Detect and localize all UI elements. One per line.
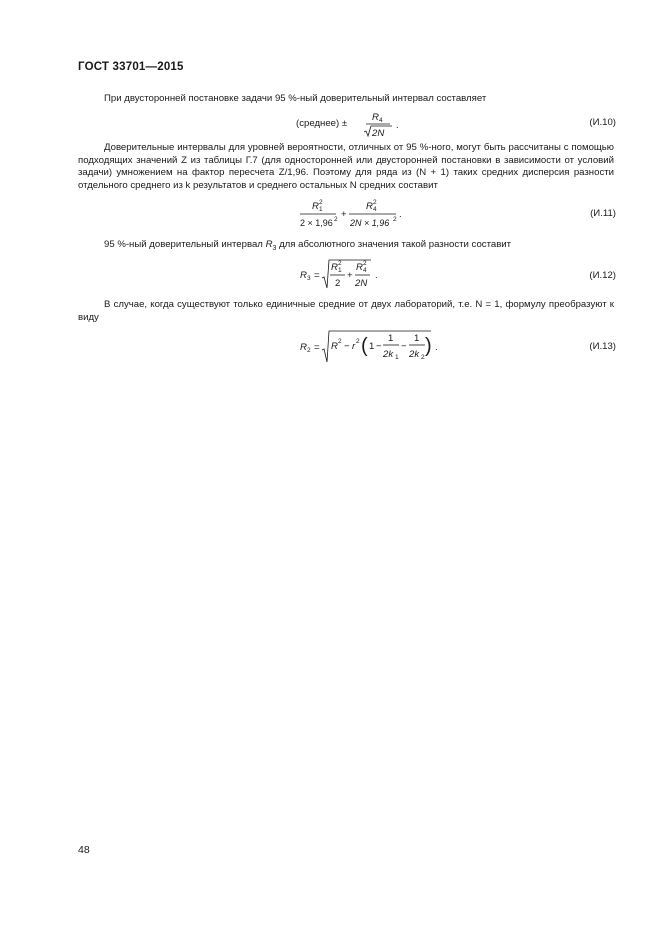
eq12-n2: R [356, 262, 363, 273]
eq12-equals: = [314, 270, 320, 281]
eq10-num: R [372, 112, 379, 123]
eq12-n2-sup: 2 [363, 260, 367, 267]
paragraph-1 [78, 93, 614, 106]
paragraph-3-after: для абсолютного значения такой разности составит [276, 239, 512, 250]
paragraph-3-before: 95 %-ный доверительный интервал [104, 239, 266, 250]
eq11-d1-sup: 2 [334, 216, 338, 223]
eq13-r-sup: 2 [356, 338, 360, 345]
eq13-equals: = [314, 342, 320, 353]
eq11-d2: 2N × 1,96 [350, 218, 390, 228]
eq11-d2-sup: 2 [393, 216, 397, 223]
document-code: ГОСТ 33701—2015 [78, 61, 184, 73]
eq13-dot: . [435, 342, 438, 353]
eq12-n2-sub: 4 [363, 267, 367, 274]
eq13-label: (И.13) [589, 341, 616, 352]
eq13-minus-3: − [401, 341, 407, 352]
eq10-den: 2N [372, 128, 385, 139]
eq11-n2-sup: 2 [373, 199, 377, 206]
eq11-plus: + [341, 209, 347, 220]
eq13-R-sup: 2 [338, 338, 342, 345]
eq11-label: (И.11) [590, 208, 616, 219]
eq13-R: R [331, 341, 338, 352]
eq13-lhs-sub: 2 [307, 347, 311, 354]
eq13-num-1: 1 [388, 333, 394, 344]
eq12-lhs-sub: 3 [307, 275, 311, 282]
eq13-k2: 2k [409, 349, 420, 360]
eq13-paren-close: ) [425, 335, 432, 357]
eq12-n1: R [331, 262, 338, 273]
eq10-dot: . [396, 120, 399, 131]
paragraph-3-var: R [265, 239, 273, 250]
eq13-one: 1 [369, 341, 375, 352]
eq13-lhs: R [300, 342, 307, 353]
paragraph-4 [78, 299, 614, 324]
eq10-num-sub: 4 [379, 117, 383, 124]
eq12-label: (И.12) [589, 270, 616, 281]
eq13-num-2: 1 [414, 333, 420, 344]
eq13-minus-1: − [344, 341, 350, 352]
eq11-n2-sub: 4 [373, 206, 377, 213]
eq12-n1-sub: 1 [338, 267, 342, 274]
eq13-k1: 2k [383, 349, 394, 360]
eq12-dot: . [375, 270, 378, 281]
equation-i11 [298, 197, 408, 231]
equation-i13 [298, 328, 444, 366]
paragraph-3-sub: 3 [272, 244, 277, 252]
eq11-n1: R [312, 201, 319, 212]
eq12-plus: + [347, 270, 353, 281]
eq11-dot: . [399, 209, 402, 220]
paragraph-4-text: В случае, когда существуют только единичные средние от двух лабораторий, т.е. N = 1, формулу преобразуют к виду [78, 299, 614, 323]
equation-i10 [296, 108, 406, 140]
eq10-label: (И.10) [589, 117, 616, 128]
paragraph-3 [78, 239, 614, 256]
eq13-k1-sub: 1 [395, 354, 399, 361]
paragraph-2 [78, 142, 614, 192]
paragraph-2-text: Доверительные интервалы для уровней вероятности, отличных от 95 %-ного, могут быть рассчитаны с помощью подходящих значений Z из таблицы Г.7 (для односторонней или двусторонней постановки в зависимости от условий задачи) умножением на фактор пересчета Z/1,96. Поэтому для ряда из (N + 1) таких средних дисперсия разности отдельного среднего из k результатов и среднего остальных N средних составит [78, 142, 614, 191]
page-number: 48 [78, 844, 90, 856]
equation-i12 [298, 256, 384, 292]
eq11-n2: R [366, 201, 373, 212]
eq11-n1-sup: 2 [319, 199, 323, 206]
eq13-r: r [352, 341, 356, 352]
eq12-lhs: R [300, 270, 307, 281]
eq11-n1-sub: 1 [319, 206, 323, 213]
paragraph-1-text: При двусторонней постановке задачи 95 %-ный доверительный интервал составляет [104, 93, 487, 104]
eq12-d1: 2 [335, 278, 341, 289]
eq12-d2: 2N [355, 278, 368, 289]
eq13-minus-2: − [376, 341, 382, 352]
eq10-prefix: (среднее) ± [296, 118, 348, 129]
eq11-d1: 2 × 1,96 [300, 218, 333, 228]
eq13-k2-sub: 2 [421, 354, 425, 361]
eq13-paren-open: ( [361, 335, 368, 357]
eq12-n1-sup: 2 [338, 260, 342, 267]
